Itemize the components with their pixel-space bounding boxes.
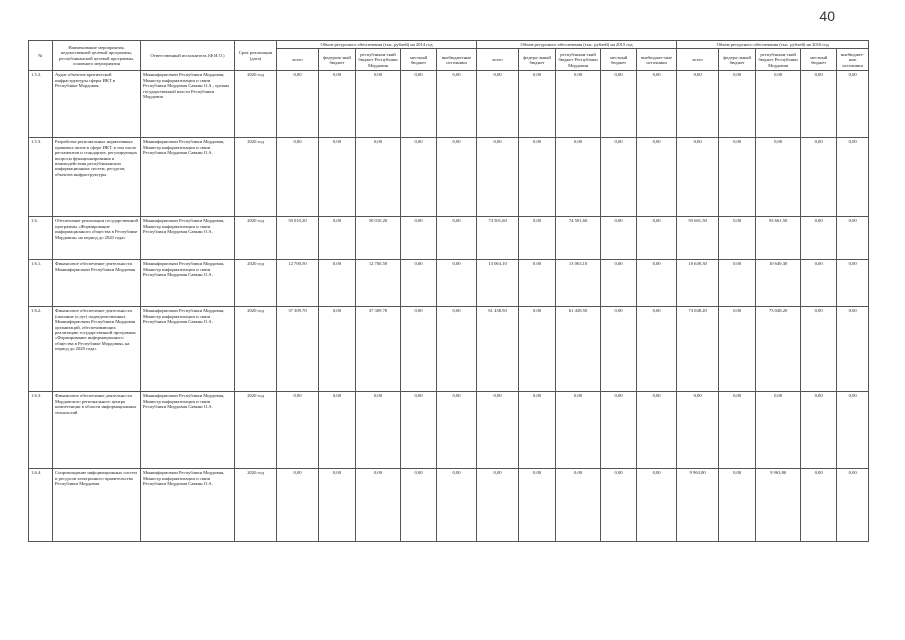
row-number: 1.5.2. xyxy=(29,71,53,138)
amount-2014-col-2: 12 700,50 xyxy=(356,260,401,307)
amount-2014-col-1: 0,00 xyxy=(319,217,356,260)
amount-2014-col-2: 0,00 xyxy=(356,71,401,138)
amount-2014-col-1: 0,00 xyxy=(319,307,356,392)
amount-2016-col-3: 0,00 xyxy=(801,71,837,138)
header-executor: Ответственный исполнитель (Ф.И.О.) xyxy=(141,41,235,71)
header-sub-2016-col-1: федера-льный бюджет xyxy=(719,49,756,71)
amount-2014-col-4: 0,00 xyxy=(437,138,477,217)
amount-2015-col-3: 0,00 xyxy=(601,217,637,260)
amount-2015-col-1: 0,00 xyxy=(519,138,556,217)
amount-2016-col-0: 93 661,50 xyxy=(677,217,719,260)
responsible-executor: Мининформсвязи Республики Мордовия, Министр информатизации и связи Республики Мордовия Савкин О.А. xyxy=(141,307,235,392)
amount-2015-col-4: 0,00 xyxy=(637,392,677,469)
responsible-executor: Мининформсвязи Республики Мордовия, Министр информатизации и связи Республики Мордовия Савкин О.А. xyxy=(141,392,235,469)
header-sub-2015-col-1: федера-льный бюджет xyxy=(519,49,556,71)
header-sub-2014-col-4: внебюджетные источники xyxy=(437,49,477,71)
amount-2016-col-4: 0,00 xyxy=(837,260,869,307)
amount-2016-col-0: 0,00 xyxy=(677,138,719,217)
activity-name: Разработка региональных нормативных правовых актов в сфере ИКТ, в том числе регламентов и стандартов, регулирующих вопросы функционирования и взаимодействия республиканских информационных систем, ресурсов, объектов инфраструктуры xyxy=(53,138,141,217)
implementation-term: 2020 год xyxy=(235,260,277,307)
implementation-term: 2020 год xyxy=(235,138,277,217)
header-sub-2014-col-3: местный бюджет xyxy=(401,49,437,71)
amount-2014-col-0: 0,00 xyxy=(277,138,319,217)
header-sub-2015-col-4: внебюджет-ные источники xyxy=(637,49,677,71)
amount-2015-col-1: 0,00 xyxy=(519,469,556,542)
amount-2014-col-0: 50 010,20 xyxy=(277,217,319,260)
activity-name: Обеспечение реализации государственной программы «Формирование информационного общества в Республике Мордовия» на период до 2020 года» xyxy=(53,217,141,260)
amount-2015-col-2: 0,00 xyxy=(556,71,601,138)
table-row xyxy=(29,260,869,307)
amount-2014-col-3: 0,00 xyxy=(401,260,437,307)
header-sub-2016-col-2: республикан-ский бюджет Республики Мордовия xyxy=(756,49,801,71)
activity-name: Аудит объектов критической инфраструктуры сферы ИКТ в Республике Мордовия xyxy=(53,71,141,138)
amount-2016-col-1: 0,00 xyxy=(719,469,756,542)
amount-2016-col-4: 0,00 xyxy=(837,307,869,392)
amount-2014-col-1: 0,00 xyxy=(319,260,356,307)
amount-2016-col-1: 0,00 xyxy=(719,392,756,469)
amount-2014-col-1: 0,00 xyxy=(319,71,356,138)
amount-2015-col-3: 0,00 xyxy=(601,138,637,217)
amount-2015-col-1: 0,00 xyxy=(519,392,556,469)
amount-2016-col-1: 0,00 xyxy=(719,307,756,392)
implementation-term: 2020 год xyxy=(235,71,277,138)
header-no: № xyxy=(29,41,53,71)
header-sub-2015-col-2: республикан-ский бюджет Республики Мордовия xyxy=(556,49,601,71)
amount-2015-col-0: 0,00 xyxy=(477,138,519,217)
table-row xyxy=(29,392,869,469)
amount-2016-col-0: 0,00 xyxy=(677,392,719,469)
amount-2014-col-3: 0,00 xyxy=(401,392,437,469)
amount-2016-col-3: 0,00 xyxy=(801,138,837,217)
amount-2015-col-4: 0,00 xyxy=(637,71,677,138)
implementation-term: 2020 год xyxy=(235,217,277,260)
amount-2015-col-0: 0,00 xyxy=(477,469,519,542)
amount-2014-col-2: 50 010,20 xyxy=(356,217,401,260)
activity-name: Финансовое обеспечение деятельности Мининформсвязи Республики Мордовия xyxy=(53,260,141,307)
amount-2016-col-2: 0,00 xyxy=(756,392,801,469)
amount-2015-col-3: 0,00 xyxy=(601,71,637,138)
header-sub-2016-col-4: внебюджет-ные источники xyxy=(837,49,869,71)
responsible-executor: Мининформсвязи Республики Мордовия, Министр информатизации и связи Республики Мордовия Савкин О.А. xyxy=(141,138,235,217)
header-group-2015: Объем ресурсного обеспечения (тыс. рублей) на 2015 год xyxy=(477,41,677,49)
amount-2015-col-2: 13 063,10 xyxy=(556,260,601,307)
header-sub-2015-col-0: всего xyxy=(477,49,519,71)
amount-2015-col-0: 74 501,60 xyxy=(477,217,519,260)
row-number: 1.6.2. xyxy=(29,307,53,392)
amount-2016-col-4: 0,00 xyxy=(837,71,869,138)
amount-2015-col-4: 0,00 xyxy=(637,260,677,307)
row-number: 1.6.1. xyxy=(29,260,53,307)
amount-2014-col-4: 0,00 xyxy=(437,260,477,307)
amount-2015-col-1: 0,00 xyxy=(519,71,556,138)
table-row xyxy=(29,138,869,217)
amount-2014-col-2: 37 309,70 xyxy=(356,307,401,392)
amount-2014-col-2: 0,00 xyxy=(356,138,401,217)
amount-2015-col-1: 0,00 xyxy=(519,260,556,307)
header-sub-2014-col-1: федераль-ный бюджет xyxy=(319,49,356,71)
header-sub-2015-col-3: местный бюджет xyxy=(601,49,637,71)
amount-2015-col-2: 0,00 xyxy=(556,392,601,469)
amount-2016-col-2: 0,00 xyxy=(756,71,801,138)
amount-2016-col-0: 10 649,30 xyxy=(677,260,719,307)
budget-table-container xyxy=(28,40,864,542)
amount-2016-col-1: 0,00 xyxy=(719,260,756,307)
table-body xyxy=(29,71,869,542)
amount-2016-col-1: 0,00 xyxy=(719,138,756,217)
amount-2015-col-3: 0,00 xyxy=(601,307,637,392)
header-sub-2016-col-3: местный бюджет xyxy=(801,49,837,71)
responsible-executor: Мининформсвязи Республики Мордовия, Министр информатизации и связи Республики Мордовия Савкин О.А. xyxy=(141,217,235,260)
amount-2015-col-4: 0,00 xyxy=(637,469,677,542)
amount-2014-col-4: 0,00 xyxy=(437,392,477,469)
amount-2016-col-3: 0,00 xyxy=(801,469,837,542)
amount-2014-col-4: 0,00 xyxy=(437,307,477,392)
amount-2014-col-0: 37 309,70 xyxy=(277,307,319,392)
header-sub-2014-col-0: всего xyxy=(277,49,319,71)
amount-2015-col-0: 0,00 xyxy=(477,71,519,138)
amount-2015-col-1: 0,00 xyxy=(519,217,556,260)
amount-2016-col-3: 0,00 xyxy=(801,307,837,392)
amount-2016-col-3: 0,00 xyxy=(801,392,837,469)
header-name: Наименование мероприятия, ведомственной целевой программы, республиканской целевой программы, основного мероприятия xyxy=(53,41,141,71)
row-number: 1.5.3. xyxy=(29,138,53,217)
row-number: 1.6.4. xyxy=(29,469,53,542)
amount-2016-col-2: 73 048,20 xyxy=(756,307,801,392)
amount-2015-col-2: 61 438,50 xyxy=(556,307,601,392)
amount-2014-col-3: 0,00 xyxy=(401,71,437,138)
implementation-term: 2020 год xyxy=(235,469,277,542)
amount-2015-col-4: 0,00 xyxy=(637,138,677,217)
page-number: 40 xyxy=(819,8,835,24)
amount-2016-col-3: 0,00 xyxy=(801,217,837,260)
amount-2016-col-2: 10 649,30 xyxy=(756,260,801,307)
amount-2014-col-4: 0,00 xyxy=(437,217,477,260)
amount-2015-col-4: 0,00 xyxy=(637,307,677,392)
amount-2016-col-2: 93 661,50 xyxy=(756,217,801,260)
amount-2015-col-2: 0,00 xyxy=(556,138,601,217)
amount-2016-col-0: 9 963,80 xyxy=(677,469,719,542)
amount-2015-col-4: 0,00 xyxy=(637,217,677,260)
responsible-executor: Мининформсвязи Республики Мордовия, Министр информатизации и связи Республики Мордовия Савкин О.А., органы государственной власти Республики Мордовия xyxy=(141,71,235,138)
responsible-executor: Мининформсвязи Республики Мордовия, Министр информатизации и связи Республики Мордовия Савкин О.А. xyxy=(141,260,235,307)
amount-2014-col-2: 0,00 xyxy=(356,392,401,469)
activity-name: Финансовое обеспечение деятельности (оказание услуг) подведомственных Мининформсвязи Республики Мордовия организаций, обеспечивающих реализацию государственной программы «Формирование информационного общества в Республике Мордовия» на период до 2020 года» xyxy=(53,307,141,392)
implementation-term: 2020 год xyxy=(235,307,277,392)
header-sub-2014-col-2: республикан-ский бюджет Республики Мордовия xyxy=(356,49,401,71)
header-row-groups xyxy=(29,41,869,49)
amount-2015-col-2: 0,00 xyxy=(556,469,601,542)
activity-name: Сопровождение информационных систем и ресурсов электронного правительства Республики Мордовия xyxy=(53,469,141,542)
amount-2014-col-0: 0,00 xyxy=(277,392,319,469)
table-row xyxy=(29,307,869,392)
amount-2014-col-2: 0,00 xyxy=(356,469,401,542)
amount-2016-col-1: 0,00 xyxy=(719,71,756,138)
table-row xyxy=(29,71,869,138)
header-group-2016: Объем ресурсного обеспечения (тыс. рублей) на 2016 год xyxy=(677,41,869,49)
amount-2015-col-3: 0,00 xyxy=(601,260,637,307)
amount-2016-col-2: 9 963,80 xyxy=(756,469,801,542)
amount-2016-col-4: 0,00 xyxy=(837,138,869,217)
amount-2014-col-3: 0,00 xyxy=(401,469,437,542)
amount-2015-col-3: 0,00 xyxy=(601,469,637,542)
row-number: 1.6. xyxy=(29,217,53,260)
amount-2014-col-3: 0,00 xyxy=(401,217,437,260)
table-row xyxy=(29,469,869,542)
amount-2016-col-4: 0,00 xyxy=(837,469,869,542)
amount-2014-col-4: 0,00 xyxy=(437,469,477,542)
header-sub-2016-col-0: всего xyxy=(677,49,719,71)
amount-2014-col-0: 0,00 xyxy=(277,469,319,542)
budget-table xyxy=(28,40,869,542)
responsible-executor: Мининформсвязи Республики Мордовия, Министр информатизации и связи Республики Мордовия Савкин О.А. xyxy=(141,469,235,542)
table-row xyxy=(29,217,869,260)
row-number: 1.6.3. xyxy=(29,392,53,469)
amount-2016-col-4: 0,00 xyxy=(837,217,869,260)
amount-2016-col-2: 0,00 xyxy=(756,138,801,217)
amount-2015-col-1: 0,00 xyxy=(519,307,556,392)
amount-2015-col-0: 13 063,10 xyxy=(477,260,519,307)
amount-2015-col-2: 74 501,60 xyxy=(556,217,601,260)
header-term: Срок реализации (дата) xyxy=(235,41,277,71)
activity-name: Финансовое обеспечение деятельности Мордовского регионального центра компетенции в области информационных технологий xyxy=(53,392,141,469)
amount-2014-col-0: 0,00 xyxy=(277,71,319,138)
amount-2014-col-3: 0,00 xyxy=(401,307,437,392)
amount-2014-col-1: 0,00 xyxy=(319,469,356,542)
amount-2016-col-3: 0,00 xyxy=(801,260,837,307)
amount-2014-col-0: 12 700,50 xyxy=(277,260,319,307)
amount-2014-col-1: 0,00 xyxy=(319,392,356,469)
amount-2016-col-0: 0,00 xyxy=(677,71,719,138)
amount-2015-col-3: 0,00 xyxy=(601,392,637,469)
amount-2014-col-3: 0,00 xyxy=(401,138,437,217)
amount-2016-col-1: 0,00 xyxy=(719,217,756,260)
amount-2015-col-0: 61 438,50 xyxy=(477,307,519,392)
implementation-term: 2020 год xyxy=(235,392,277,469)
amount-2014-col-4: 0,00 xyxy=(437,71,477,138)
amount-2015-col-0: 0,00 xyxy=(477,392,519,469)
amount-2016-col-0: 73 048,20 xyxy=(677,307,719,392)
header-group-2014: Объем ресурсного обеспечения (тыс. рублей) на 2014 год xyxy=(277,41,477,49)
amount-2014-col-1: 0,00 xyxy=(319,138,356,217)
amount-2016-col-4: 0,00 xyxy=(837,392,869,469)
